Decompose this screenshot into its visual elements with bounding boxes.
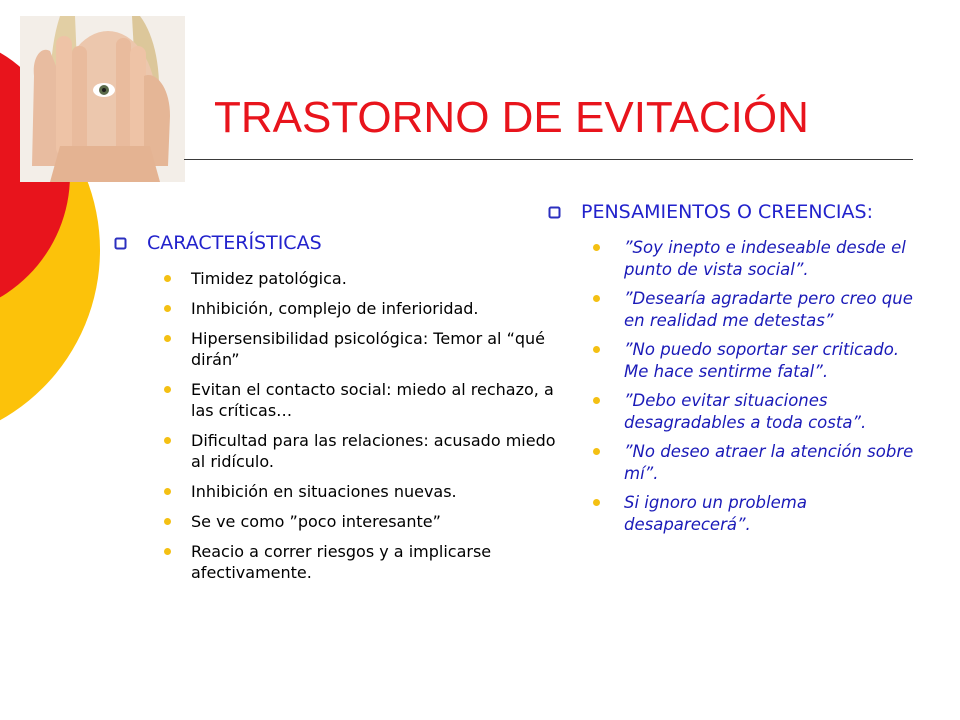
list-item [164, 328, 564, 370]
list-item [593, 492, 918, 536]
list-item [593, 390, 918, 434]
hollow-square-bullet-icon [114, 237, 127, 250]
yellow-dot-bullet-icon [164, 518, 171, 525]
beliefs-list [548, 237, 918, 536]
hollow-square-bullet-icon [548, 206, 561, 219]
list-item-text: Inhibición, complejo de inferioridad. [191, 299, 479, 318]
list-item [164, 430, 564, 472]
beliefs-column [548, 199, 918, 543]
list-item-text: Dificultad para las relaciones: acusado miedo al ridículo. [191, 431, 556, 471]
yellow-dot-bullet-icon [164, 548, 171, 555]
yellow-dot-bullet-icon [593, 295, 600, 302]
yellow-dot-bullet-icon [593, 244, 600, 251]
yellow-dot-bullet-icon [593, 397, 600, 404]
list-item [164, 379, 564, 421]
slide-title: TRASTORNO DE EVITACIÓN [214, 93, 809, 142]
characteristics-heading [114, 230, 564, 256]
characteristics-heading-label: CARACTERÍSTICAS [147, 232, 322, 254]
list-item [164, 298, 564, 319]
list-item [593, 288, 918, 332]
list-item [164, 481, 564, 502]
list-item-text: Si ignoro un problema desaparecerá”. [624, 493, 807, 534]
list-item [593, 339, 918, 383]
yellow-dot-bullet-icon [164, 437, 171, 444]
list-item-text: Evitan el contacto social: miedo al rechazo, a las críticas… [191, 380, 554, 420]
list-item-text: ”Debo evitar situaciones desagradables a toda costa”. [624, 391, 867, 432]
list-item [593, 441, 918, 485]
yellow-dot-bullet-icon [164, 386, 171, 393]
characteristics-column [114, 230, 564, 592]
yellow-dot-bullet-icon [164, 335, 171, 342]
list-item-text: ”Desearía agradarte pero creo que en realidad me detestas” [624, 289, 913, 330]
beliefs-heading-label: PENSAMIENTOS O CREENCIAS: [581, 201, 873, 223]
yellow-dot-bullet-icon [164, 305, 171, 312]
yellow-dot-bullet-icon [164, 488, 171, 495]
yellow-dot-bullet-icon [164, 275, 171, 282]
list-item-text: ”No puedo soportar ser criticado. Me hace sentirme fatal”. [624, 340, 900, 381]
list-item-text: ”Soy inepto e indeseable desde el punto de vista social”. [624, 238, 906, 279]
list-item [593, 237, 918, 281]
list-item-text: Se ve como ”poco interesante” [191, 512, 441, 531]
list-item [164, 268, 564, 289]
list-item-text: ”No deseo atraer la atención sobre mí”. [624, 442, 914, 483]
list-item [164, 511, 564, 532]
beliefs-heading [548, 199, 918, 225]
list-item-text: Inhibición en situaciones nuevas. [191, 482, 457, 501]
yellow-dot-bullet-icon [593, 499, 600, 506]
woman-covering-face-photo [20, 16, 185, 182]
list-item [164, 541, 564, 583]
yellow-dot-bullet-icon [593, 448, 600, 455]
yellow-dot-bullet-icon [593, 346, 600, 353]
characteristics-list [114, 268, 564, 583]
title-divider [184, 159, 913, 160]
list-item-text: Reacio a correr riesgos y a implicarse afectivamente. [191, 542, 492, 582]
list-item-text: Timidez patológica. [191, 269, 347, 288]
list-item-text: Hipersensibilidad psicológica: Temor al “qué dirán” [191, 329, 545, 369]
